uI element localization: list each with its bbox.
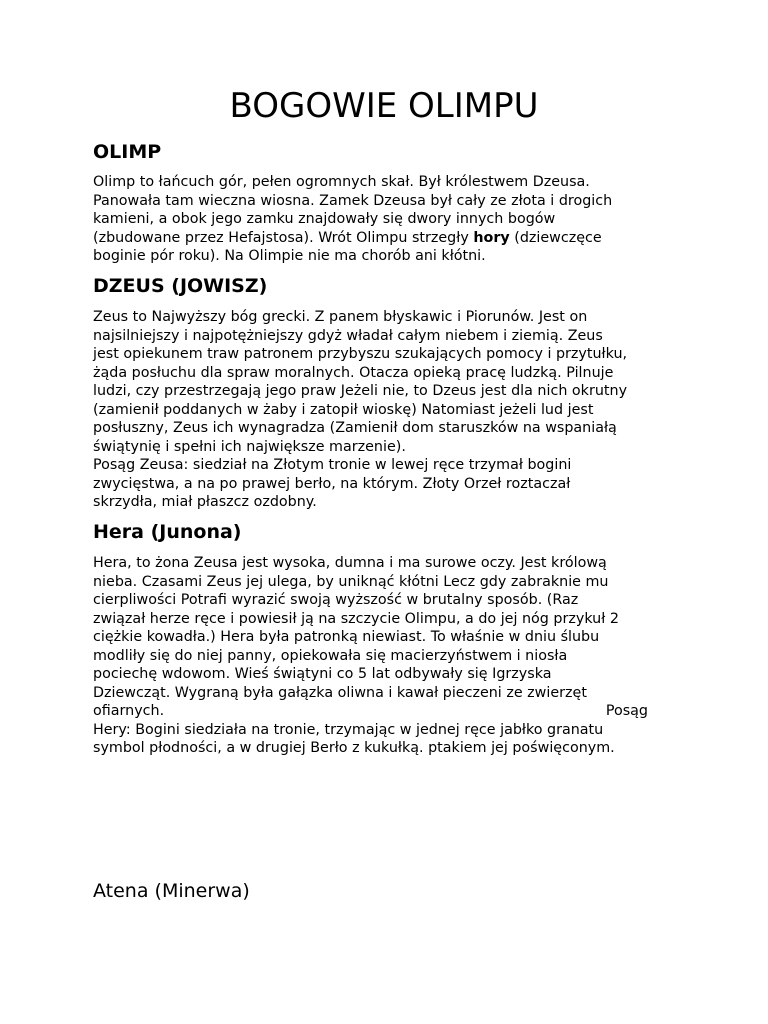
- text-line: modliły się do niej panny, opiekowała się macierzyństwem i niosła: [93, 647, 568, 664]
- text-line: nieba. Czasami Zeus jej ulega, by uniknąć kłótni Lecz gdy zabraknie mu: [93, 573, 609, 590]
- section-heading-atena: Atena (Minerwa): [93, 880, 250, 902]
- text-line: boginie pór roku). Na Olimpie nie ma chorób ani kłótni.: [93, 248, 486, 264]
- text-line: Olimp to łańcuch gór, pełen ogromnych skał. Był królestwem Dzeusa.: [93, 174, 590, 190]
- bold-term-hory: hory: [473, 229, 510, 246]
- paragraph-olimp: [93, 173, 673, 266]
- text-line: (zamienił poddanych w żaby i zatopił wioskę) Natomiast jeżeli lud jest: [93, 401, 594, 418]
- text-line: pociechę wdowom. Wieś świątyni co 5 lat odbywały się Igrzyska: [93, 666, 552, 682]
- text-line: Dziewcząt. Wygraną była gałązka oliwna i kawał pieczeni ze zwierzęt: [93, 684, 587, 701]
- text-line: [93, 229, 673, 248]
- text-line: żąda posłuchu dla spraw moralnych. Otacza opieką pracę ludzką. Pilnuje: [93, 364, 614, 381]
- text-line: Panowała tam wieczna wiosna. Zamek Dzeusa był cały ze złota i drogich: [93, 192, 613, 209]
- text-line: Hery: Bogini siedziała na tronie, trzymając w jednej ręce jabłko granatu: [93, 721, 604, 738]
- text-segment: (dziewczęce: [509, 229, 602, 246]
- text-line: [93, 702, 648, 721]
- section-heading-olimp: OLIMP: [93, 141, 162, 163]
- text-line: ludzi, czy przestrzegają jego praw Jeżeli nie, to Dzeus jest dla nich okrutny: [93, 383, 628, 399]
- text-line: zwycięstwa, a na po prawej berło, na którym. Złoty Orzeł roztaczał: [93, 475, 571, 492]
- section-heading-dzeus: DZEUS (JOWISZ): [93, 275, 268, 297]
- text-line: cierpliwości Potrafi wyrazić swoją wyższość w brutalny sposób. (Raz: [93, 592, 579, 608]
- text-line: Hera, to żona Zeusa jest wysoka, dumna i ma surowe oczy. Jest królową: [93, 555, 607, 571]
- section-heading-hera: Hera (Junona): [93, 521, 242, 543]
- text-line: świątynię i spełni ich największe marzenie).: [93, 438, 406, 455]
- text-line: symbol płodności, a w drugiej Berło z kukułką. ptakiem jej poświęconym.: [93, 740, 615, 756]
- text-line: Zeus to Najwyższy bóg grecki. Z panem błyskawic i Piorunów. Jest on: [93, 309, 588, 325]
- text-segment: Posąg: [605, 703, 648, 719]
- text-line: Posąg Zeusa: siedział na Złotym tronie w lewej ręce trzymał bogini: [93, 457, 572, 473]
- document-title: BOGOWIE OLIMPU: [229, 86, 539, 126]
- paragraph-hera: [93, 554, 673, 758]
- text-line: jest opiekunem traw patronem przybyszu szukających pomocy i przytułku,: [93, 346, 628, 362]
- text-segment: (zbudowane przez Hefajstosa). Wrót Olimpu strzegły: [93, 229, 474, 246]
- text-line: związał herze ręce i powiesił ją na szczycie Olimpu, a do jej nóg przykuł 2: [93, 610, 619, 627]
- text-segment: ofiarnych.: [93, 703, 165, 719]
- text-line: kamieni, a obok jego zamku znajdowały się dwory innych bogów: [93, 211, 556, 227]
- text-line: posłuszny, Zeus ich wynagradza (Zamienił dom staruszków na wspaniałą: [93, 420, 617, 436]
- text-line: ciężkie kowadła.) Hera była patronką niewiast. To właśnie w dniu ślubu: [93, 629, 600, 645]
- paragraph-dzeus: [93, 308, 673, 512]
- text-line: najsilniejszy i najpotężniejszy gdyż władał całym niebem i ziemią. Zeus: [93, 327, 603, 344]
- text-line: skrzydła, miał płaszcz ozdobny.: [93, 494, 317, 510]
